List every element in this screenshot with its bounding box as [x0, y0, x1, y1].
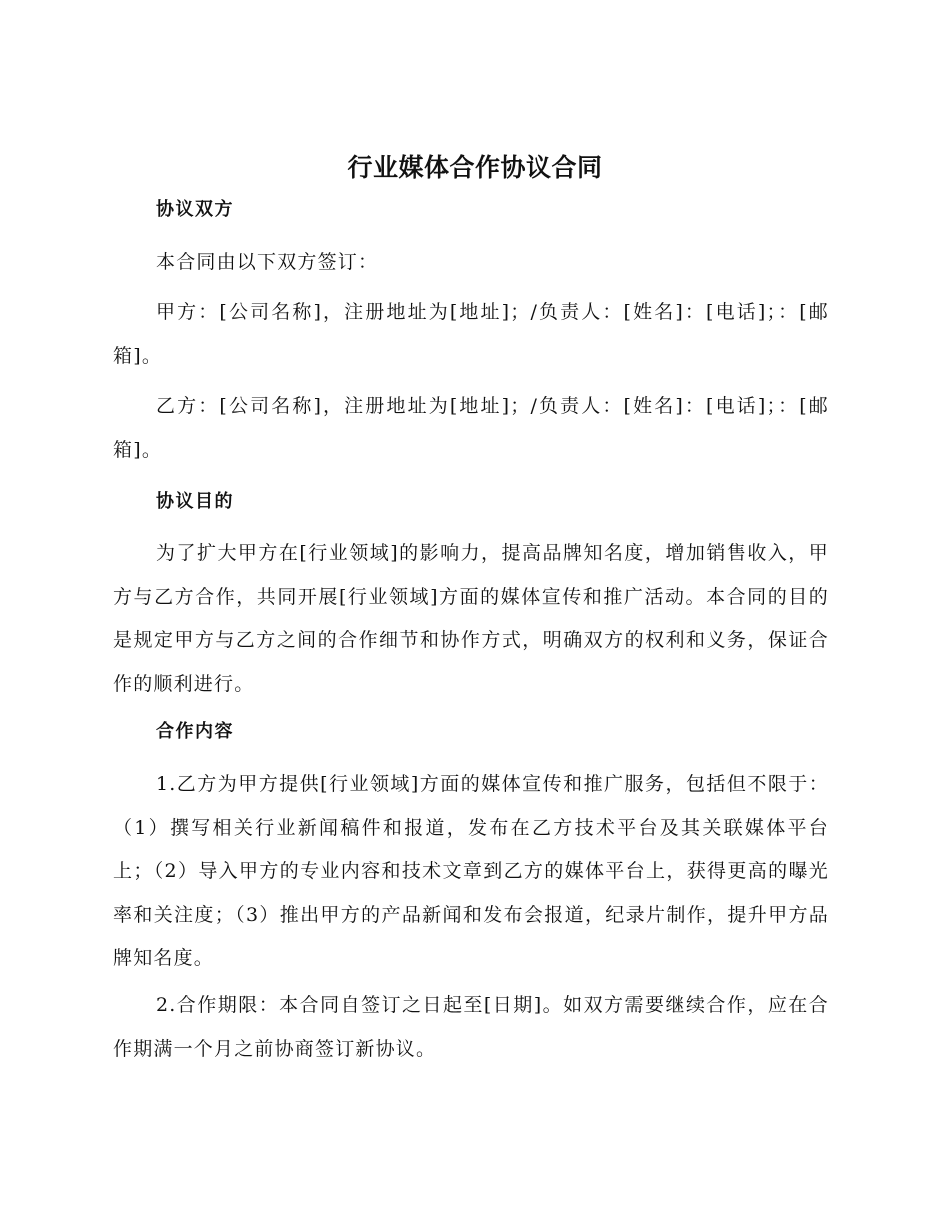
paragraph-purpose: 为了扩大甲方在[行业领域]的影响力，提高品牌知名度，增加销售收入，甲方与乙方合作，共同开展[行业领域]方面的媒体宣传和推广活动。本合同的目的是规定甲方与乙方之间的合作细节和协作方式，明确双方的权利和义务，保证合作的顺利进行。 [113, 542, 829, 695]
paragraph-party-b: 乙方：[公司名称]，注册地址为[地址]；/负责人：[姓名]：[电话]；：[邮箱]。 [113, 395, 829, 461]
document-title: 行业媒体合作协议合同 [347, 153, 603, 182]
section-heading-purpose: 协议目的 [156, 491, 234, 512]
section-heading-parties: 协议双方 [156, 199, 234, 220]
paragraph-intro: 本合同由以下双方签订： [156, 251, 379, 273]
paragraph-content-1: 1.乙方为甲方提供[行业领域]方面的媒体宣传和推广服务，包括但不限于：（1）撰写相关行业新闻稿件和报道，发布在乙方技术平台及其关联媒体平台上；（2）导入甲方的专业内容和技术文章到乙方的媒体平台上，获得更高的曝光率和关注度；（3）推出甲方的产品新闻和发布会报道，纪录片制作，提升甲方品牌知名度。 [113, 773, 829, 969]
paragraph-content-2: 2.合作期限：本合同自签订之日起至[日期]。如双方需要继续合作，应在合作期满一个月之前协商签订新协议。 [113, 994, 829, 1060]
paragraph-party-a: 甲方：[公司名称]，注册地址为[地址]；/负责人：[姓名]：[电话]；：[邮箱]。 [113, 301, 829, 367]
section-heading-content: 合作内容 [156, 721, 234, 742]
